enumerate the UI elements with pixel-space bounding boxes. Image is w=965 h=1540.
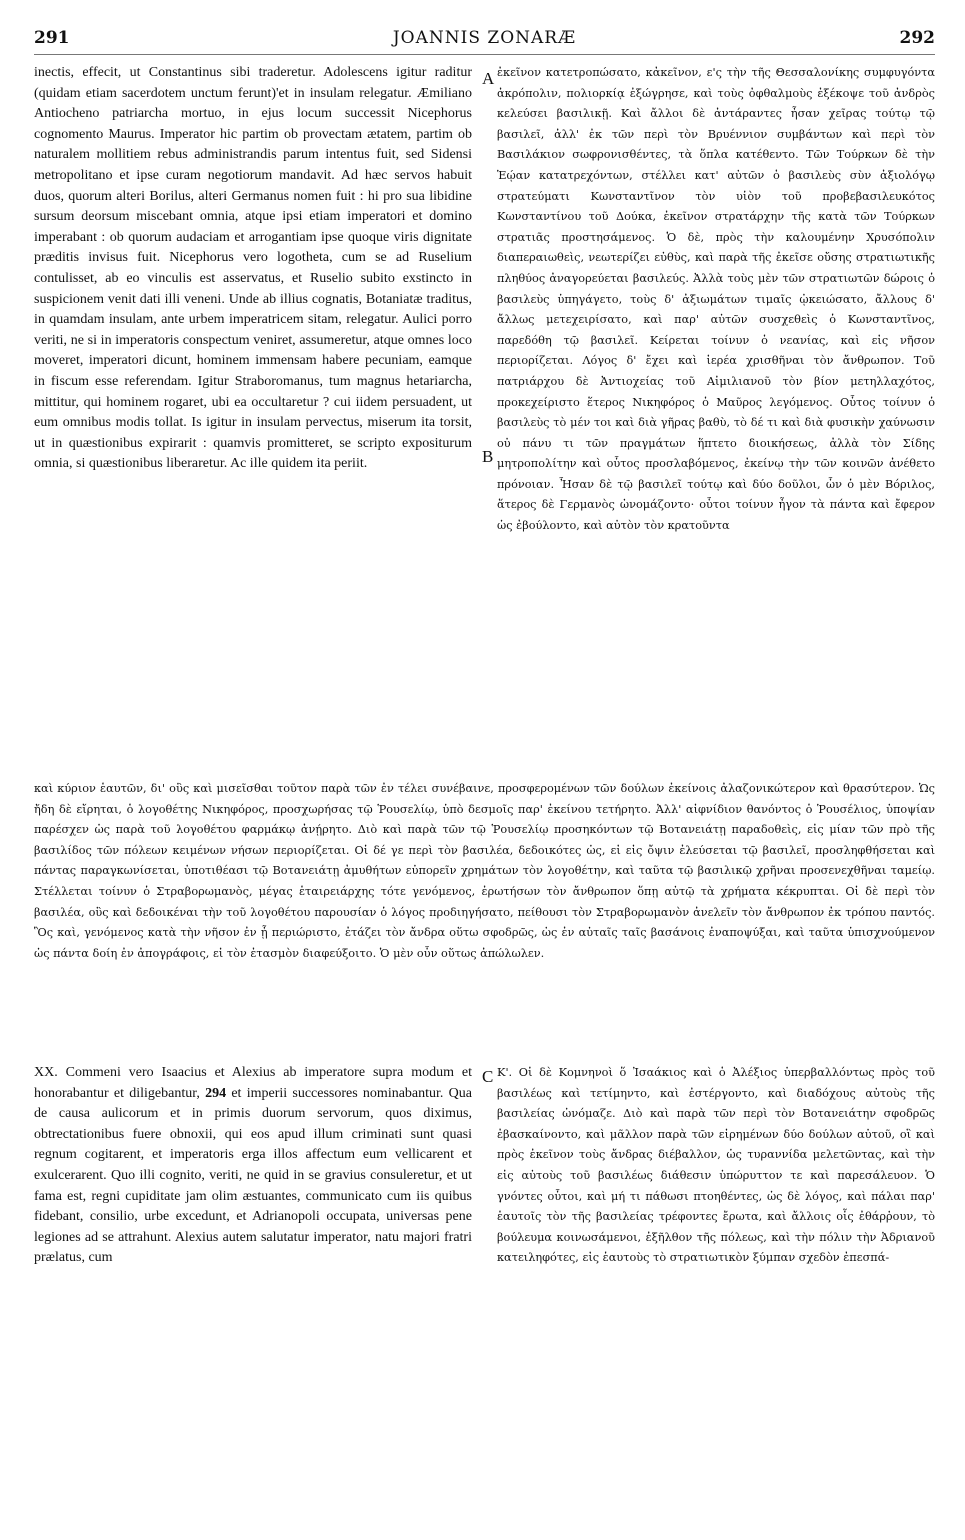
latin-column-1 — [34, 63, 472, 779]
running-title: JOANNIS ZONARÆ — [392, 28, 577, 48]
greek-column-1 — [497, 63, 935, 779]
section1-columns — [34, 63, 935, 779]
margin-letter-c: C — [482, 1067, 494, 1086]
latin-text-2b: et imperii successores nominabantur. Qua de causa aulicorum et in primis duorum servorum, quos diximus, obtrectationibus fuere obnoxii, qui eos apud illum criminati sunt quasi regnum cogitarent, et imperatoris erga illos affectum eum vellicarent et exulcerarent. Quo illi cognito, veriti, ne quid in se gravius consuleretur, et ut fama est, regni cupiditate jam olim æstuantes, communicato cum iis quibus fidebant, consilio, urbe excedunt, et Adrianopoli occupata, universas pene legiones ad se attrahunt. Alexius autem salutatur imperator, natu majori fratri prælatus, cum — [34, 1085, 472, 1266]
greek-text-2: Κ'. Οἱ δὲ Κομνηνοὶ ὅ Ἰσαάκιος καὶ ὁ Ἀλέξιος ὑπερβαλλόντως πρὸς τοῦ βασιλέως καὶ τετίμηντο, καὶ ἐστέργοντο, καὶ διαδόχους αὐτοὺς τῆς βασιλείας ὠνόμαζε. Διὸ καὶ παρὰ τῶν περὶ τὸν Βοτανειάτην σφοδρῶς ἐβασκαίνοντο, καὶ μᾶλλον παρὰ τῶν εἰρημένων δύο δούλων αὐτοῦ, οἳ καὶ πρὸς ἐκεῖνον τοὺς ἄνδρας διέβαλλον, ὡς τυραννίδα μελετῶντας, καὶ τὴν εἰς αὐτοὺς τοῦ βασιλέως διάθεσιν ὑπώρυττον τε καὶ παρεσάλευον. Ὁ γνόντες οὗτοι, καὶ μή τι πάθωσι πτοηθέντες, ὡς δὲ λόγος, καὶ πάλαι παρ' ἑαυτοῖς τὸν τῆς βασιλείας τρέφοντες ἔρωτα, καὶ ἄλλοις οἷς ἐθάρῥουν, τὸ βούλευμα κοινωσάμενοι, ἐξῆλθον τῆς πόλεως, καὶ τὴν πόλιν τὴν Ἀδριανοῦ κατειληφότες, εἰς ἑαυτοὺς τὸ στρατιωτικὸν ξύμπαν σχεδὸν ἐπεσπά- — [497, 1066, 935, 1265]
page-ref-294: 294 — [205, 1085, 227, 1101]
latin-text-2 — [34, 1063, 472, 1269]
latin-text-2a: XX. Commeni vero Isaacius et Alexius ab imperatore supra modum et honorabantur et diligebantur, — [34, 1065, 472, 1101]
margin-letter-b: B — [482, 447, 494, 466]
latin-text-1: inectis, effecit, ut Constantinus sibi traderetur. Adolescens igitur raditur (quidam etiam sacerdotem unctum ferunt)'et in insulam relegatur. Æmiliano Antiocheno patriarcha mortuo, in ejus locum successit Nicephorus cognomento Maurus. Imperator hic partim ob provectam ætatem, partim ob naturalem mollitiem rebus administrandis parum intentus fuit, sed Sidensi metropolitano et ipse curam negotiorum mandavit. Ad hæc servos habuit duos, quorum alteri Borilus, alteri Germanus nomen fuit : hi pro sua libidine sursum deorsum miscebant omnia, atque ipsi etiam imperatori et domino imperabant : ob quorum audaciam et arrogantiam ipse quoque viris dignitate præditis invisus fuit. Nicephorus vero logotheta, cum se ad Ruselium contulisset, ab eo vinculis est asservatus, et Ruselio subito exstincto in suspicionem venit dati illi veneni. Unde ab illius cognatis, Botaniatæ traditus, in quamdam insulam, ante urbem imperatricem sitam, relegatur. Aulici porro veriti, ne si in imperatoris conspectum veniret, assumeretur, atque omnes loco moveret, imperatori dicunt, hominem immensam habere pecuniam, eamque in fiscum esse referendam. Igitur Straboromanus, tum magnus hetariarcha, mittitur, qui hominem rogaret, ubi ea occultaretur ? cui iidem persuadent, ut eum omnibus modis tollat. Is igitur in insulam pervectus, miserum ita torsit, ut in quæstionibus expirarit : quamvis promitteret, se scripto expositurum omnia, si quæstionibus liberaretur. Ac ille quidem ita periit. — [34, 65, 472, 472]
greek-full-width-text: καὶ κύριον ἑαυτῶν, δι' οὓς καὶ μισεῖσθαι τοῦτον παρὰ τῶν ἐν τέλει συνέβαινε, προσφερομένων τῶν δούλων ἐκείνοις ἀλαζονικώτερον καὶ θρασύτερον. Ὡς ἤδη δὲ εἴρηται, ὁ λογοθέτης Νικηφόρος, προσχωρήσας τῷ Ῥουσελίῳ, ὑπὸ δεσμοῖς παρ' ἐκείνου τετήρητο. Ἀλλ' αἰφνίδιον θανόντος ὁ Ῥουσέλιος, ὑποψίαν παρέσχεν ὡς παρὰ τοῦ λογοθέτου φαρμάκῳ ἀνῄρητο. Διὸ καὶ παρὰ τῶν τῷ Ῥουσελίῳ προσηκόντων τῷ Βοτανειάτῃ παραδοθεὶς, εἰς μίαν τῶν πρὸ τῆς βασιλίδος τῶν πόλεων κειμένων νήσων περιορίζεται. Οἱ δέ γε περὶ τὸν βασιλέα, δεδοικότες ὡς, εἰ εἰς ὄψιν ἐλεύσεται τῷ βασιλεῖ, προσληφθήσεται καὶ πάντας παραγκωνίσεται, ὑποτιθέασι τῷ Βοτανειάτῃ ἀμυθήτων εὐπορεῖν χρημάτων τὸν λογοθέτην, καὶ ταῦτα τῷ βασιλικῷ χρῆναι προσενεχθῆναι ταμείῳ. Στέλλεται τοίνυν ὁ Στραβορωμανὸς, μέγας ἑταιρειάρχης τότε γενόμενος, ἐρωτήσων τὸν ἄνθρωπον ὅπῃ αὐτῷ τὰ χρήματα κέκρυπται. Οἱ δὲ περὶ τὸν βασιλέα, οὓς καὶ δεδοικέναι τὴν τοῦ λογοθέτου παρουσίαν ὁ λόγος προδιηγήσατο, πείθουσι τὸν Στραβορωμανὸν ἀνελεῖν τὸν ἄνθρωπον ἐκ τρόπου παντός. Ὃς καὶ, γενόμενος κατὰ τὴν νῆσον ἐν ᾗ περιώριστο, ἐτάζει τὸν ἄνδρα οὕτω σφοδρῶς, ὡς ἐν αὐταῖς ταῖς βασάνοις ἐναποψύξαι, καὶ ταῦτα ὑπισχνούμενον ὡς πάντα δοίη ἐν ἀπογράφοις, εἰ τὸν ἐτασμὸν διαφεύξοιτο. Ὁ μὲν οὖν οὕτως ἀπώλωλεν. — [34, 782, 935, 960]
latin-column-2 — [34, 1063, 472, 1497]
running-header — [34, 28, 935, 55]
margin-letter-a: A — [482, 69, 495, 88]
left-page-number: 291 — [34, 28, 70, 48]
right-page-number: 292 — [899, 28, 935, 48]
greek-column-2 — [497, 1063, 935, 1497]
greek-text-1: ἐκεῖνον κατετροπώσατο, κἀκεῖνον, ε'ς τὴν τῆς Θεσσαλονίκης συμφυγόντα ἀκρόπολιν, πολιορκίᾳ ἐξώγρησε, καὶ τοὺς ὀφθαλμοὺς ἐξέκοψε τοῦ ἀνδρὸς κελεύσει βασιλικῇ. Καὶ ἄλλοι δὲ ἀντάραντες ἦσαν χεῖρας τούτῳ τῷ βασιλεῖ, ἀλλ' ἐκ τῶν περὶ τὸν Βρυέννιον συμβάντων καὶ περὶ τὸν Βασιλάκιον σωφρονισθέντες, τὰ ὅπλα κατέθεντο. Τῶν Τούρκων δὲ τὴν Ἑῴαν κατατρεχόντων, στέλλει κατ' αὐτῶν ὁ βασιλεὺς σὺν ἀξιολόγῳ στρατεύματι Κωνσταντῖνον τὸν υἱὸν τοῦ προβεβασιλευκότος Κωνσταντίνου τοῦ Δούκα, ἐκεῖνον στρατάρχην τῆς κατὰ τῶν Τούρκων στρατιᾶς προστησάμενος. Ὁ δὲ, πρὸς τὴν καλουμένην Χρυσόπολιν διαπεραιωθεὶς, νεωτερίζει εὐθὺς, καὶ παρὰ τῆς ἐκεῖσε οὔσης στρατιωτικῆς πληθύος ἀναγορεύεται βασιλεύς. Ἀλλὰ τοὺς μὲν τῶν στρατιωτῶν δώροις ὁ βασιλεὺς ὑπηγάγετο, τοὺς δ' ἀξιωμάτων τιμαῖς ᾠκειώσατο, ἄλλους δ' ἄλλως μετεχειρίσατο, καὶ παρ' αὐτῶν συσχεθεὶς ὁ Κωνσταντῖνος, παρεδόθη τῷ βασιλεῖ. Κείρεται τοίνυν ὁ νεανίας, καὶ εἰς νῆσον περιορίζεται. Λόγος δ' ἔχει καὶ ἱερέα χρισθῆναι τὸν ἄνθρωπον. Τοῦ πατριάρχου δὲ Ἀντιοχείας τοῦ Αἰμιλιανοῦ τὸν βίον μετηλλαχότος, προκεχείριστο ἕτερος Νικηφόρος ὁ Μαῦρος λεγόμενος. Οὗτος τοίνυν ὁ βασιλεὺς τὸ μέν τοι καὶ διὰ γῆρας βαθὺ, τὸ δέ τι καὶ διὰ φυσικὴν χαύνωσιν οὐ πάνυ τι τῶν πραγμάτων ἥπτετο διοικήσεως, ἀλλὰ τὸν Σίδης μητροπολίτην καὶ οὗτος προσλαβόμενος, ἐκείνῳ τὴν τῶν κοινῶν ἀνέθετο πρόνοιαν. Ἦσαν δὲ τῷ βασιλεῖ τούτῳ καὶ δύο δοῦλοι, ὧν ὁ μὲν Βόριλος, ἅτερος δὲ Γερμανὸς ὠνομάζοντο· οὗτοι τοίνυν ἦγον τὰ πάντα καὶ ἔφερον ὡς ἐβούλοντο, καὶ αὐτὸν τὸν κρατοῦντα — [497, 66, 935, 533]
section2-columns — [34, 1063, 935, 1497]
